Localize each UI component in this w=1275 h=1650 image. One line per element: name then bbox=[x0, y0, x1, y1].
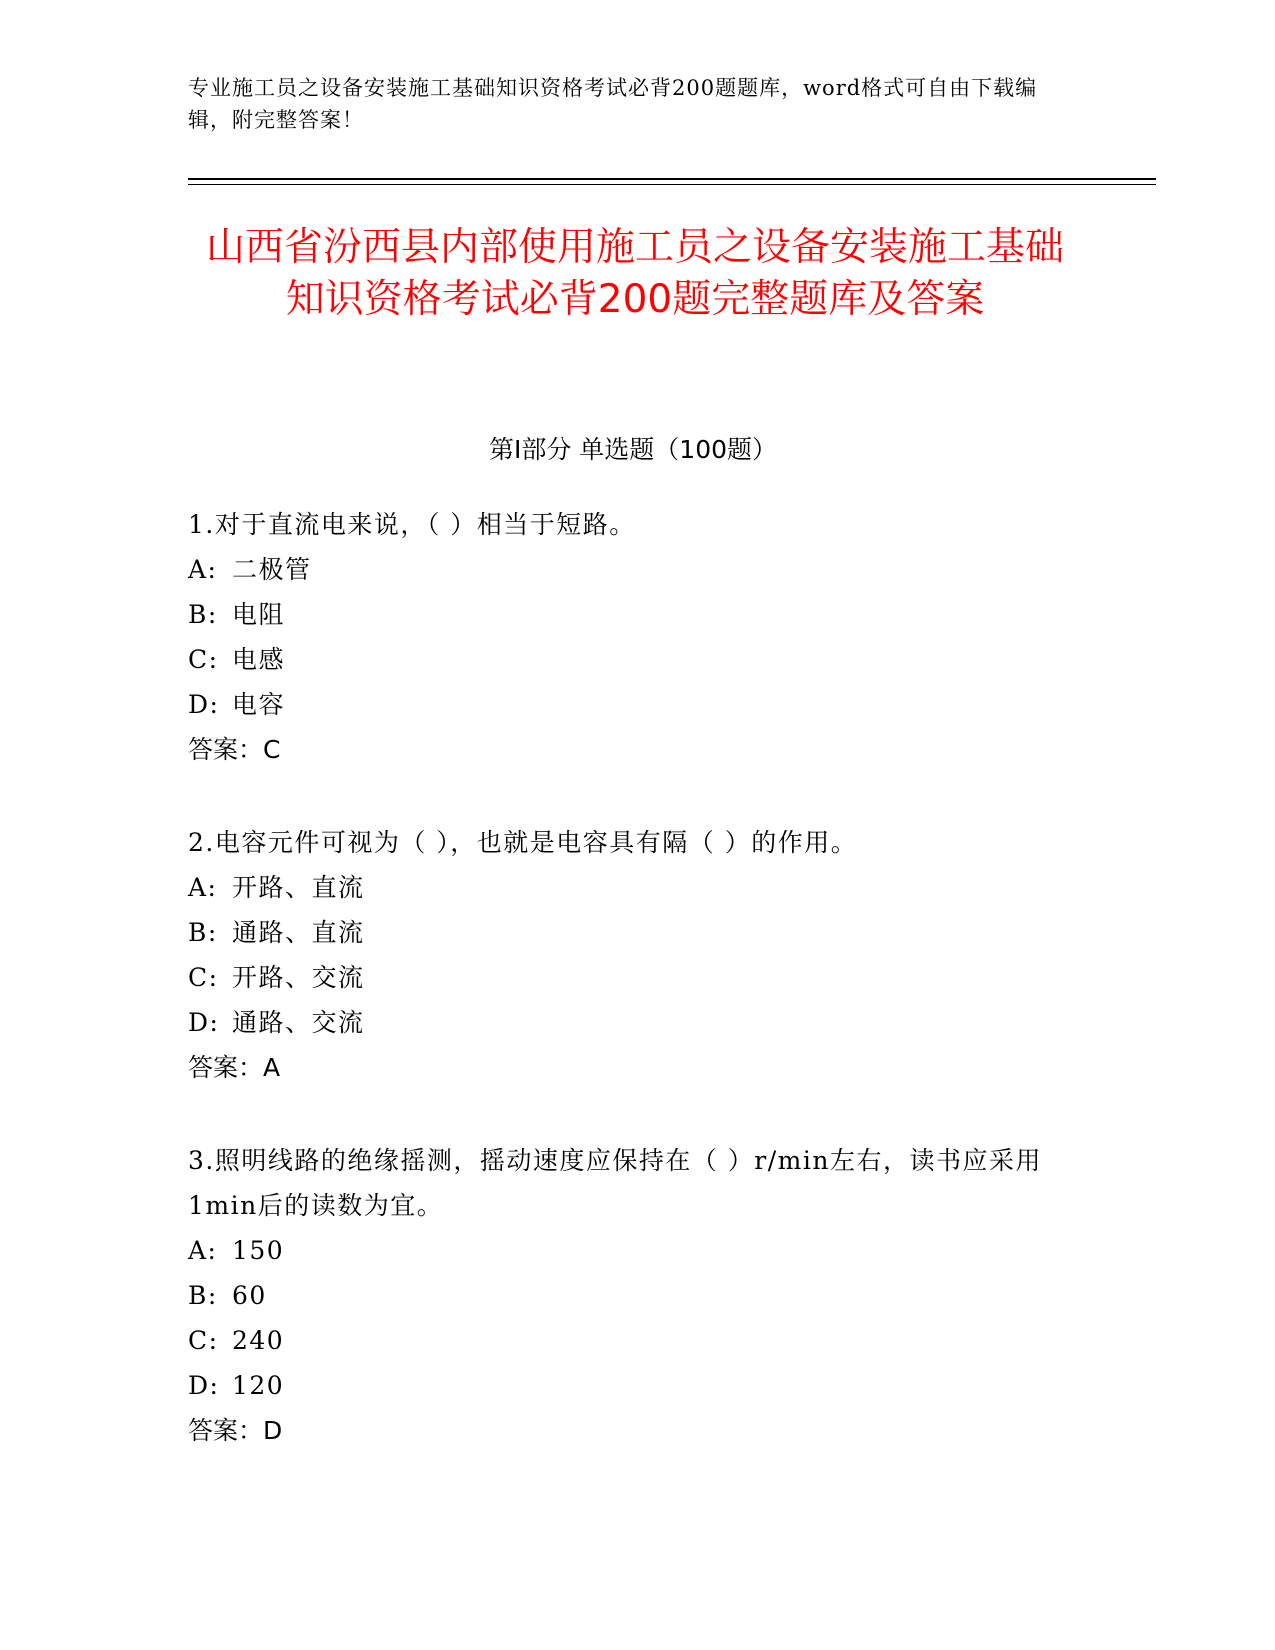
option-c bbox=[188, 955, 1068, 1000]
question-3 bbox=[188, 1138, 1068, 1453]
option-d bbox=[188, 1363, 1068, 1408]
question-stem: 2.电容元件可视为（ ），也就是电容具有隔（ ）的作用。 bbox=[188, 828, 858, 857]
option-text: 150 bbox=[232, 1236, 285, 1265]
option-key: A: bbox=[188, 873, 218, 902]
option-text: 电感 bbox=[232, 645, 286, 674]
question-1 bbox=[188, 502, 1068, 772]
option-text: 120 bbox=[232, 1371, 285, 1400]
option-text: 240 bbox=[232, 1326, 285, 1355]
header-divider-thin bbox=[188, 184, 1156, 185]
answer-line: 答案：D bbox=[188, 1416, 283, 1445]
option-b bbox=[188, 910, 1068, 955]
option-text: 开路、直流 bbox=[232, 873, 365, 902]
option-text: 电容 bbox=[232, 690, 286, 719]
option-key: D: bbox=[188, 690, 220, 719]
header-note: 专业施工员之设备安装施工基础知识资格考试必背200题题库，word格式可自由下载编辑，附完整答案！ bbox=[188, 76, 1038, 132]
option-key: C: bbox=[188, 963, 219, 992]
option-text: 通路、直流 bbox=[232, 918, 365, 947]
option-key: A: bbox=[188, 1236, 218, 1265]
option-key: C: bbox=[188, 1326, 219, 1355]
option-a bbox=[188, 547, 1068, 592]
option-d bbox=[188, 682, 1068, 727]
option-c bbox=[188, 1318, 1068, 1363]
option-text: 电阻 bbox=[232, 600, 286, 629]
question-stem: 3.照明线路的绝缘摇测，摇动速度应保持在（ ）r/min左右，读书应采用1min后的读数为宜。 bbox=[188, 1146, 1042, 1220]
section-title: 第Ⅰ部分 单选题（100题） bbox=[488, 435, 778, 464]
document-title: 山西省汾西县内部使用施工员之设备安装施工基础知识资格考试必背200题完整题库及答案 bbox=[205, 225, 1064, 322]
option-text: 60 bbox=[232, 1281, 267, 1310]
option-key: B: bbox=[188, 600, 218, 629]
header-divider-thick bbox=[188, 178, 1156, 180]
option-key: D: bbox=[188, 1008, 220, 1037]
option-text: 开路、交流 bbox=[232, 963, 365, 992]
option-a bbox=[188, 865, 1068, 910]
answer-line: 答案：C bbox=[188, 735, 281, 764]
option-key: B: bbox=[188, 1281, 218, 1310]
answer-line: 答案：A bbox=[188, 1053, 281, 1082]
option-d bbox=[188, 1000, 1068, 1045]
option-key: C: bbox=[188, 645, 219, 674]
option-text: 通路、交流 bbox=[232, 1008, 365, 1037]
question-2 bbox=[188, 820, 1068, 1090]
option-c bbox=[188, 637, 1068, 682]
option-key: A: bbox=[188, 555, 218, 584]
option-text: 二极管 bbox=[232, 555, 312, 584]
option-b bbox=[188, 592, 1068, 637]
option-b bbox=[188, 1273, 1068, 1318]
question-stem: 1.对于直流电来说，（ ）相当于短路。 bbox=[188, 510, 636, 539]
option-a bbox=[188, 1228, 1068, 1273]
option-key: B: bbox=[188, 918, 218, 947]
option-key: D: bbox=[188, 1371, 220, 1400]
